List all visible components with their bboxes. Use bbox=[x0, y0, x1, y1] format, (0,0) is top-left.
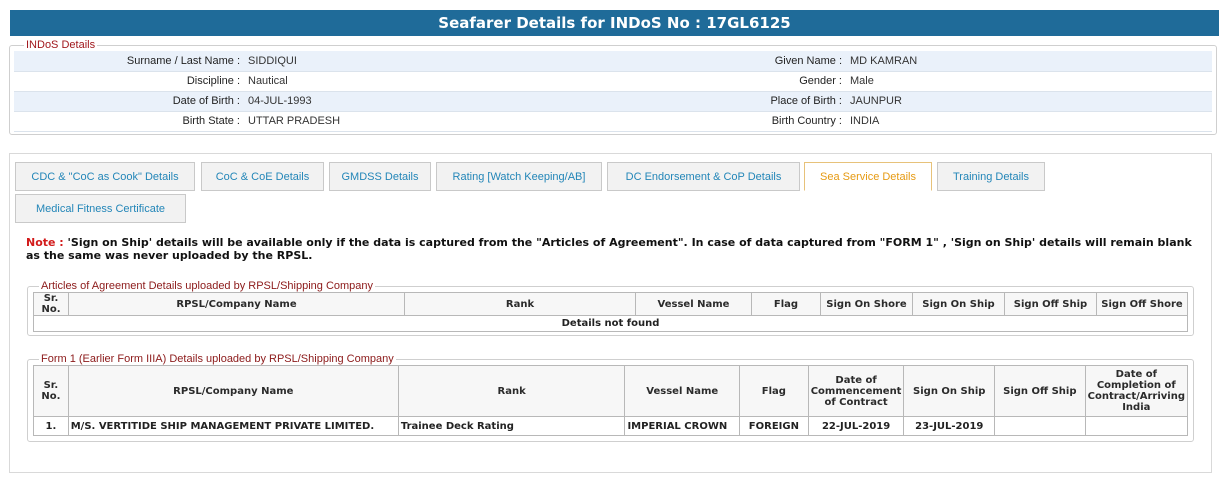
row-sr-no: 1. bbox=[34, 417, 69, 436]
col-rank: Rank bbox=[405, 293, 636, 316]
indos-details-legend: INDoS Details bbox=[26, 39, 96, 51]
col-sign-off-shore: Sign Off Shore bbox=[1097, 293, 1188, 316]
discipline-label: Discipline : bbox=[14, 71, 244, 91]
row-commencement: 22-JUL-2019 bbox=[808, 417, 904, 436]
col-sign-on-ship: Sign On Ship bbox=[913, 293, 1005, 316]
tab-medical-fitness[interactable]: Medical Fitness Certificate bbox=[15, 194, 186, 223]
birth-state-value: UTTAR PRADESH bbox=[244, 111, 724, 131]
tab-sea-service[interactable]: Sea Service Details bbox=[804, 162, 932, 191]
col-sr-no: Sr. No. bbox=[34, 293, 69, 316]
surname-label: Surname / Last Name : bbox=[14, 51, 244, 71]
col-date-completion: Date of Completion of Contract/Arriving India bbox=[1085, 366, 1187, 417]
tab-rating-watch-keeping[interactable]: Rating [Watch Keeping/AB] bbox=[436, 162, 602, 191]
note-label: Note : bbox=[26, 236, 64, 249]
indos-row bbox=[14, 51, 1212, 71]
row-completion bbox=[1085, 417, 1187, 436]
col-flag: Flag bbox=[740, 366, 809, 417]
form1-header-row bbox=[34, 366, 1188, 417]
sea-service-note bbox=[26, 236, 1196, 262]
dob-label: Date of Birth : bbox=[14, 91, 244, 111]
col-company: RPSL/Company Name bbox=[68, 366, 398, 417]
col-vessel: Vessel Name bbox=[625, 366, 740, 417]
col-sign-off-ship: Sign Off Ship bbox=[995, 366, 1086, 417]
articles-legend: Articles of Agreement Details uploaded by RPSL/Shipping Company bbox=[41, 280, 374, 292]
page-title: Seafarer Details for INDoS No : 17GL6125 bbox=[10, 10, 1219, 36]
indos-row bbox=[14, 71, 1212, 91]
col-vessel: Vessel Name bbox=[636, 293, 752, 316]
articles-empty-row bbox=[34, 316, 1188, 332]
indos-details-table bbox=[14, 51, 1212, 132]
discipline-value: Nautical bbox=[244, 71, 724, 91]
col-rank: Rank bbox=[398, 366, 625, 417]
dob-value: 04-JUL-1993 bbox=[244, 91, 724, 111]
note-text: 'Sign on Ship' details will be available only if the data is captured from the "Articles of Agreement". In case of data captured from "FORM 1" , 'Sign on Ship' details will remain blank as the same was never uploaded by the RPSL. bbox=[26, 236, 1192, 262]
col-date-commencement: Date of Commencement of Contract bbox=[808, 366, 904, 417]
given-name-label: Given Name : bbox=[724, 51, 846, 71]
row-company: M/S. VERTITIDE SHIP MANAGEMENT PRIVATE LIMITED. bbox=[68, 417, 398, 436]
indos-row bbox=[14, 91, 1212, 111]
given-name-value: MD KAMRAN bbox=[846, 51, 1212, 71]
row-vessel: IMPERIAL CROWN bbox=[625, 417, 740, 436]
indos-row bbox=[14, 111, 1212, 131]
tab-coc-coe[interactable]: CoC & CoE Details bbox=[201, 162, 324, 191]
col-sign-on-shore: Sign On Shore bbox=[821, 293, 913, 316]
articles-section bbox=[27, 280, 1194, 336]
row-flag: FOREIGN bbox=[740, 417, 809, 436]
tab-dc-endorsement-cop[interactable]: DC Endorsement & CoP Details bbox=[607, 162, 800, 191]
tab-cdc-coc-cook[interactable]: CDC & "CoC as Cook" Details bbox=[15, 162, 195, 191]
birth-country-label: Birth Country : bbox=[724, 111, 846, 131]
col-sign-off-ship: Sign Off Ship bbox=[1005, 293, 1097, 316]
tab-training[interactable]: Training Details bbox=[937, 162, 1045, 191]
birth-country-value: INDIA bbox=[846, 111, 1212, 131]
gender-value: Male bbox=[846, 71, 1212, 91]
col-flag: Flag bbox=[752, 293, 821, 316]
details-panel bbox=[9, 153, 1212, 473]
table-row bbox=[34, 417, 1188, 436]
tab-gmdss[interactable]: GMDSS Details bbox=[329, 162, 431, 191]
birth-state-label: Birth State : bbox=[14, 111, 244, 131]
place-of-birth-value: JAUNPUR bbox=[846, 91, 1212, 111]
form1-legend: Form 1 (Earlier Form IIIA) Details uploaded by RPSL/Shipping Company bbox=[41, 353, 394, 365]
col-company: RPSL/Company Name bbox=[69, 293, 405, 316]
indos-details-section bbox=[9, 39, 1217, 135]
details-not-found: Details not found bbox=[34, 316, 1188, 332]
col-sign-on-ship: Sign On Ship bbox=[904, 366, 995, 417]
gender-label: Gender : bbox=[724, 71, 846, 91]
surname-value: SIDDIQUI bbox=[244, 51, 724, 71]
place-of-birth-label: Place of Birth : bbox=[724, 91, 846, 111]
col-sr-no: Sr. No. bbox=[34, 366, 69, 417]
row-rank: Trainee Deck Rating bbox=[398, 417, 625, 436]
form1-section bbox=[27, 353, 1194, 442]
form1-table bbox=[33, 365, 1188, 436]
row-sign-off-ship bbox=[995, 417, 1086, 436]
articles-header-row bbox=[34, 293, 1188, 316]
row-sign-on-ship: 23-JUL-2019 bbox=[904, 417, 995, 436]
articles-table bbox=[33, 292, 1188, 332]
